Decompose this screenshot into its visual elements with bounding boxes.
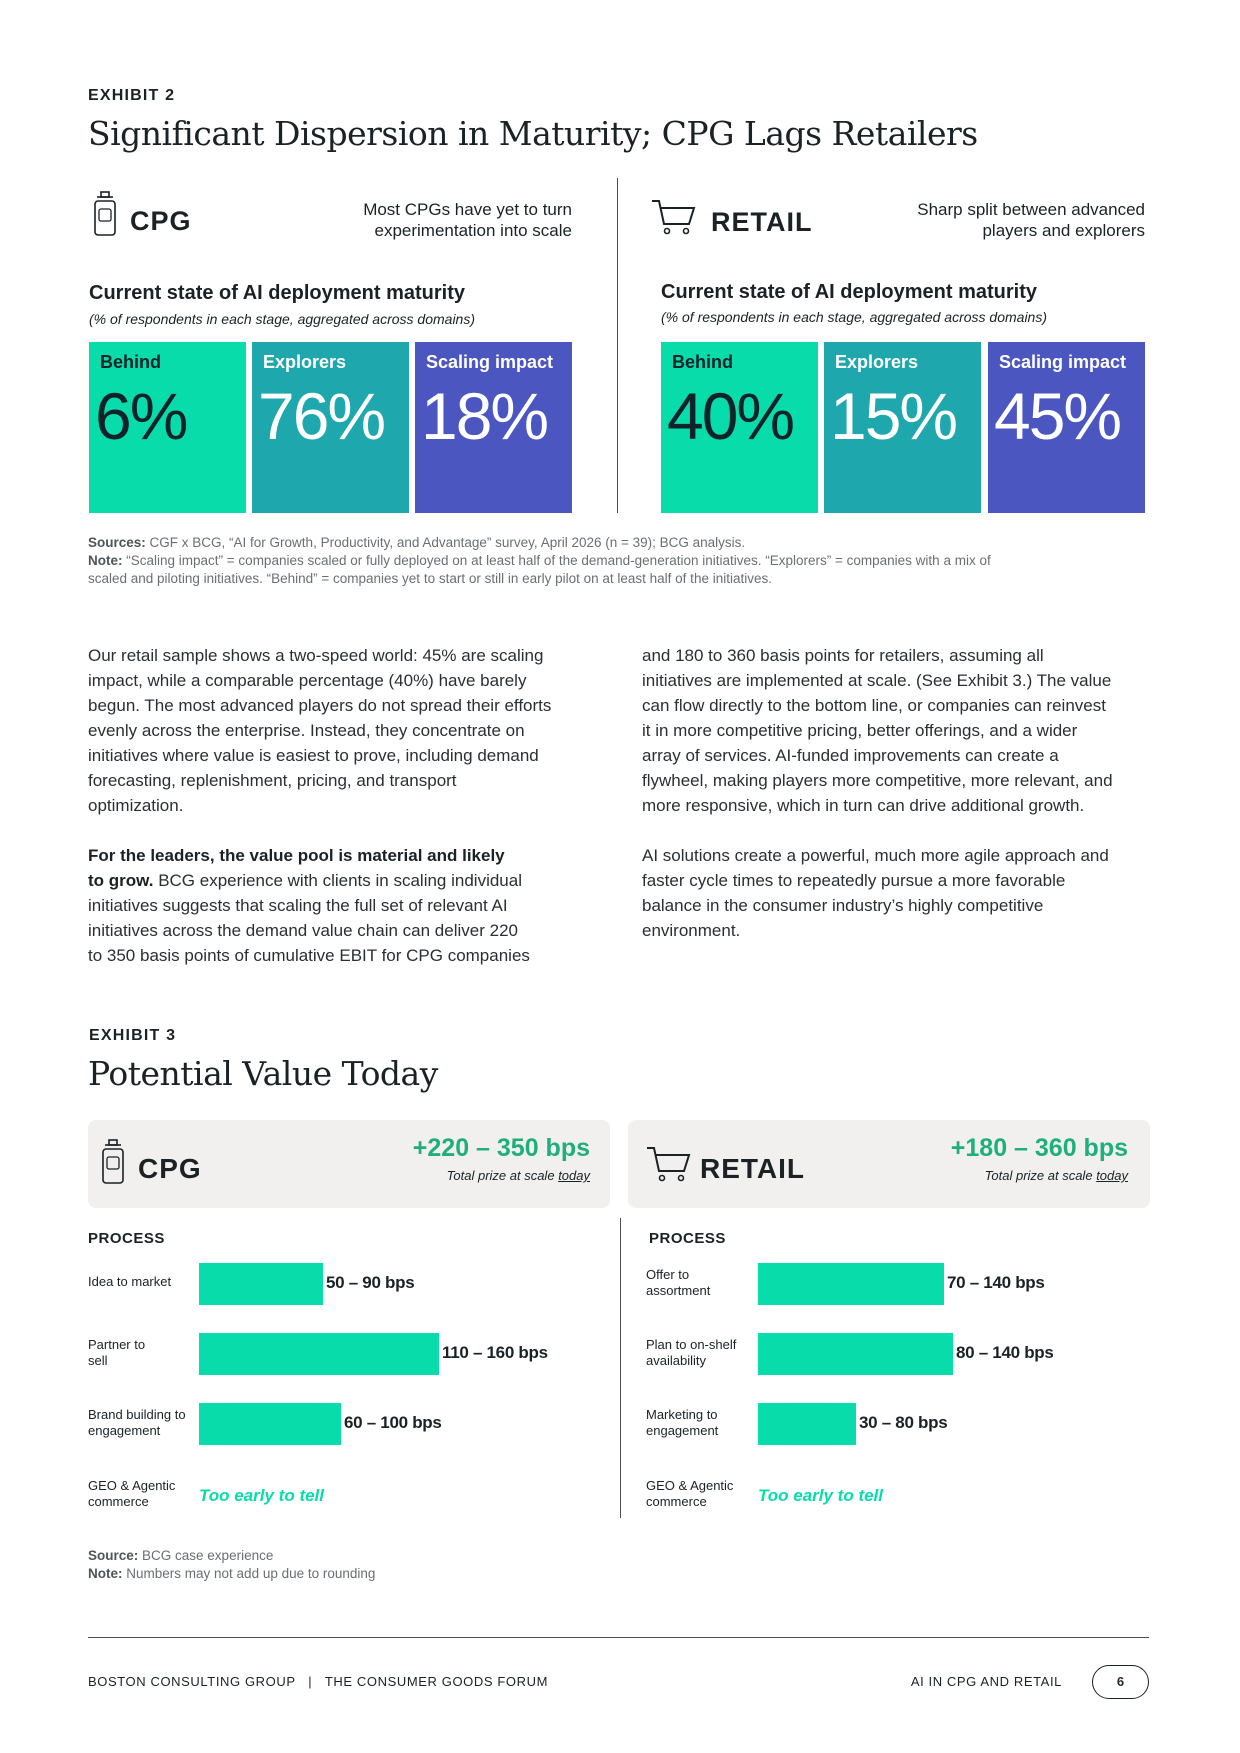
retail-row-label: [646, 1407, 718, 1439]
row-label-line1: Partner to: [88, 1337, 146, 1352]
text-line: initiatives suggests that scaling the full set of relevant AI: [88, 896, 508, 915]
text-line: impact, while a comparable percentage (40%) have barely: [88, 671, 527, 690]
cpg-value-panel: [88, 1120, 610, 1208]
prize-link: today: [558, 1168, 590, 1183]
cpg-total-bps: +220 – 350 bps: [412, 1134, 590, 1162]
text-line: AI solutions create a powerful, much more agile approach and: [642, 846, 1109, 865]
exhibit-2-label: EXHIBIT 2: [88, 87, 176, 104]
footer-rule: [88, 1637, 1149, 1638]
prize-text: Total prize at scale: [984, 1168, 1093, 1183]
row-label-line1: GEO & Agentic: [646, 1478, 734, 1493]
tile-label: Behind: [672, 352, 733, 372]
retail-tile-explorers: [824, 342, 981, 513]
retail-panel-title: RETAIL: [700, 1153, 806, 1184]
retail-note: [917, 199, 1145, 241]
footer-right: AI IN CPG AND RETAIL: [910, 1674, 1062, 1689]
row-label-line1: GEO & Agentic: [88, 1478, 176, 1493]
prize-text: Total prize at scale: [446, 1168, 555, 1183]
cpg-row-label: [88, 1407, 186, 1439]
text-line: flywheel, making players more competitive, more relevant, and: [642, 771, 1113, 790]
text-line: array of services. AI-funded improvements can create a: [642, 746, 1059, 765]
tile-label: Explorers: [835, 352, 919, 372]
retail-tile-scaling: [988, 342, 1145, 513]
text-line: can flow directly to the bottom line, or companies can reinvest: [642, 696, 1106, 715]
footer-org: BOSTON CONSULTING GROUP: [88, 1674, 296, 1689]
note-line: [88, 1565, 375, 1583]
cpg-row-label: [88, 1274, 171, 1290]
cpg-bar-value-label: 110 – 160 bps: [442, 1343, 548, 1362]
text-line: initiatives are implemented at scale. (See Exhibit 3.) The value: [642, 671, 1112, 690]
text-line: to 350 basis points of cumulative EBIT for CPG companies: [88, 946, 530, 965]
retail-value-bar: [758, 1263, 944, 1305]
retail-row-label: [646, 1337, 736, 1369]
cpg-note: [363, 199, 572, 241]
retail-process-header: PROCESS: [649, 1230, 726, 1247]
retail-bar-value-label: 30 – 80 bps: [859, 1413, 948, 1432]
retail-note-line1: Sharp split between advanced: [917, 200, 1145, 219]
sources-label: Sources:: [88, 535, 146, 550]
tile-label: Scaling impact: [426, 352, 554, 372]
footer-left: [88, 1674, 548, 1689]
prize-link: today: [1096, 1168, 1128, 1183]
tile-value: 76%: [258, 379, 385, 453]
body-left-paragraph-1: [88, 643, 618, 818]
exhibit-2-sources: [88, 534, 1158, 588]
retail-total-bps: +180 – 360 bps: [950, 1134, 1128, 1162]
cpg-segment-title: CPG: [130, 206, 192, 236]
text-line: it in more competitive pricing, better offerings, and a wider: [642, 721, 1078, 740]
cpg-value-bar: [199, 1263, 323, 1305]
body-right-column: [642, 643, 1172, 943]
lead-bold-2: to grow.: [88, 871, 154, 890]
cart-icon: [651, 198, 697, 236]
row-label-line1: Brand building to: [88, 1407, 186, 1422]
text-line: initiatives where value is easiest to prove, including demand: [88, 746, 539, 765]
bottle-icon: [100, 1139, 126, 1185]
lead-bold-1: For the leaders, the value pool is material and likely: [88, 846, 505, 865]
footer-partner: THE CONSUMER GOODS FORUM: [324, 1674, 549, 1689]
text-line: faster cycle times to repeatedly pursue a more favorable: [642, 871, 1066, 890]
text-line: and 180 to 360 basis points for retailers, assuming all: [642, 646, 1044, 665]
retail-too-early-label: Too early to tell: [758, 1486, 884, 1505]
cpg-bar-value-label: 60 – 100 bps: [344, 1413, 442, 1432]
row-label-line1: Offer to: [646, 1267, 690, 1282]
body-left-column: [88, 643, 618, 968]
cpg-process-header: PROCESS: [88, 1230, 165, 1247]
cpg-value-bar: [199, 1333, 439, 1375]
text-line: begun. The most advanced players do not spread their efforts: [88, 696, 552, 715]
retail-segment-title: RETAIL: [711, 207, 813, 237]
retail-prize-caption: [985, 1168, 1128, 1183]
retail-value-panel: [628, 1120, 1150, 1208]
text-line: more responsive, which in turn can drive additional growth.: [642, 796, 1085, 815]
exhibit-3-label: EXHIBIT 3: [89, 1027, 177, 1044]
retail-note-line2: players and explorers: [982, 221, 1145, 240]
row-label-line1: Plan to on-shelf: [646, 1337, 737, 1352]
row-label-line2: assortment: [646, 1283, 711, 1298]
exhibit-2-title: Significant Dispersion in Maturity; CPG Lags Retailers: [88, 114, 978, 153]
text-line: initiatives across the demand value chain can deliver 220: [88, 921, 518, 940]
cpg-tile-explorers: [252, 342, 409, 513]
retail-value-bar: [758, 1333, 953, 1375]
cpg-prize-caption: [447, 1168, 590, 1183]
tile-value: 45%: [994, 379, 1121, 453]
cpg-chart-title: Current state of AI deployment maturity: [89, 282, 465, 304]
row-label-line2: engagement: [646, 1423, 719, 1438]
sources-text: CGF x BCG, “AI for Growth, Productivity, and Advantage” survey, April 2026 (n = 39); BCG analysis.: [149, 535, 746, 550]
note-label: Note:: [88, 553, 123, 568]
retail-value-bar: [758, 1403, 856, 1445]
source-text: BCG case experience: [142, 1548, 274, 1563]
note-line: [88, 552, 1158, 570]
exhibit-3-source: [88, 1547, 375, 1583]
source-line: [88, 1547, 375, 1565]
cpg-panel-title: CPG: [138, 1153, 202, 1184]
retail-row-label: [646, 1478, 733, 1510]
cart-icon: [646, 1145, 692, 1183]
text-line: evenly across the enterprise. Instead, they concentrate on: [88, 721, 525, 740]
text-line: forecasting, replenishment, pricing, and transport: [88, 771, 457, 790]
tile-label: Scaling impact: [999, 352, 1127, 372]
exhibit-3-title: Potential Value Today: [88, 1054, 438, 1093]
cpg-note-line1: Most CPGs have yet to turn: [363, 200, 572, 219]
retail-chart-title: Current state of AI deployment maturity: [661, 281, 1037, 303]
tile-value: 40%: [667, 379, 794, 453]
retail-row-label: [646, 1267, 710, 1299]
bottle-icon: [92, 191, 118, 237]
text-line: environment.: [642, 921, 741, 940]
exhibit-2-divider: [617, 178, 618, 513]
retail-bar-value-label: 70 – 140 bps: [947, 1273, 1045, 1292]
body-left-paragraph-2: [88, 843, 618, 968]
note-text-cont: scaled and piloting initiatives. “Behind” = companies yet to start or still in early pilot on at least half of the initiatives.: [88, 571, 772, 586]
tile-value: 6%: [95, 379, 187, 453]
row-label-line2: sell: [88, 1353, 108, 1368]
cpg-tile-behind: [89, 342, 246, 513]
tile-value: 18%: [421, 379, 548, 453]
note-text: Numbers may not add up due to rounding: [126, 1566, 376, 1581]
cpg-chart-subtitle: (% of respondents in each stage, aggregated across domains): [89, 311, 476, 327]
exhibit-3-divider: [620, 1218, 621, 1518]
lead-rest: BCG experience with clients in scaling individual: [153, 871, 522, 890]
row-label-line2: commerce: [88, 1494, 149, 1509]
retail-chart-subtitle: (% of respondents in each stage, aggregated across domains): [661, 309, 1048, 325]
page-number: 6: [1092, 1665, 1149, 1699]
cpg-too-early-label: Too early to tell: [199, 1486, 325, 1505]
tile-label: Behind: [100, 352, 161, 372]
body-right-paragraph-1: [642, 643, 1172, 818]
retail-bar-value-label: 80 – 140 bps: [956, 1343, 1054, 1362]
text-line: balance in the consumer industry’s highly competitive: [642, 896, 1044, 915]
text-line: Our retail sample shows a two-speed world: 45% are scaling: [88, 646, 544, 665]
sources-line: [88, 534, 1158, 552]
note-text: “Scaling impact” = companies scaled or fully deployed on at least half of the demand-generation initiatives. “Explorers” = companies with a mix of: [126, 553, 991, 568]
body-right-paragraph-2: [642, 843, 1172, 943]
cpg-note-line2: experimentation into scale: [374, 221, 572, 240]
row-label-line1: Marketing to: [646, 1407, 718, 1422]
row-label-line2: engagement: [88, 1423, 161, 1438]
cpg-value-bar: [199, 1403, 341, 1445]
footer-separator: |: [308, 1674, 313, 1689]
cpg-row-label: [88, 1337, 145, 1369]
note-label: Note:: [88, 1566, 123, 1581]
cpg-bar-value-label: 50 – 90 bps: [326, 1273, 415, 1292]
retail-tile-behind: [661, 342, 818, 513]
tile-value: 15%: [830, 379, 957, 453]
row-label-line2: commerce: [646, 1494, 707, 1509]
source-label: Source:: [88, 1548, 139, 1563]
text-line: optimization.: [88, 796, 184, 815]
cpg-row-label: [88, 1478, 175, 1510]
row-label-line2: availability: [646, 1353, 706, 1368]
row-label-line1: Idea to market: [88, 1274, 172, 1289]
tile-label: Explorers: [263, 352, 347, 372]
cpg-tile-scaling: [415, 342, 572, 513]
